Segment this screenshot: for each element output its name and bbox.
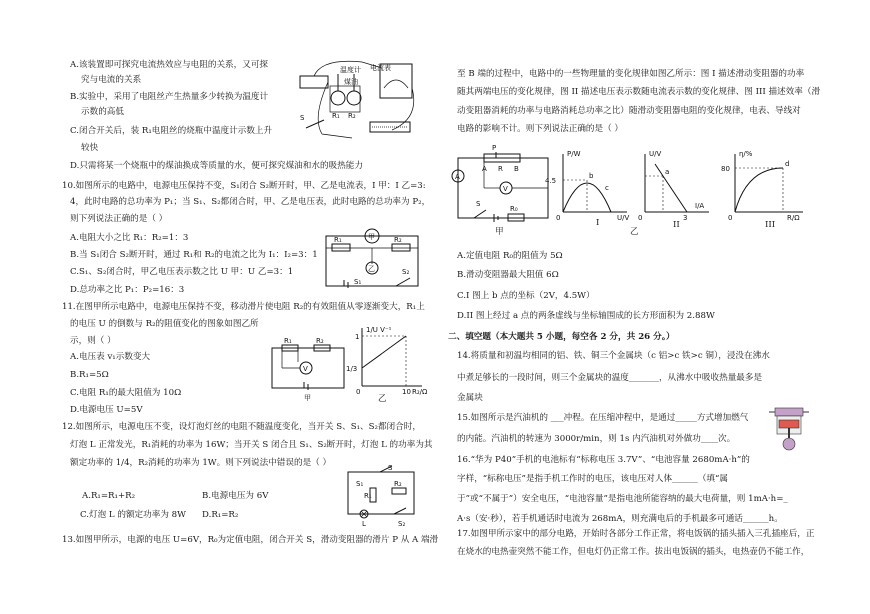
battery-box bbox=[300, 76, 328, 88]
graph1-point-c: c bbox=[605, 184, 609, 192]
graph-line bbox=[362, 336, 406, 368]
graph1-x-label: U/V bbox=[617, 214, 630, 222]
graph2-y-label: U/V bbox=[649, 150, 662, 158]
q11-stem-line1: 11.在图甲所示电路中，电源电压保持不变，移动滑片使电阻 R₂的有效阻值从零逐渐变大，R₁上 bbox=[62, 302, 425, 312]
rheostat-r-label: R bbox=[498, 165, 503, 173]
q9-option-c-line1: C.闭合开关后，装 R₁电阻丝的烧瓶中温度计示数上升 bbox=[70, 126, 273, 136]
r2-label: R₂ bbox=[394, 236, 402, 244]
section-fill-in-heading: 二、填空题（本大题共 5 小题，每空各 2 分，共 26 分。） bbox=[448, 332, 675, 342]
q12-option-a: A.R₁=R₁+R₂ bbox=[82, 491, 136, 501]
graph1-point-b: b bbox=[589, 172, 594, 180]
x-axis-label: R₂/Ω bbox=[412, 388, 428, 396]
q9-option-c-line2: 较快 bbox=[81, 143, 99, 153]
right-column bbox=[435, 0, 870, 614]
q13-cont-line1: 至 B 端的过程中，电路中的一些物理量的变化规律如图乙所示：图 I 描述滑动变阻器的功率 bbox=[457, 69, 805, 79]
x-tick-0: 0 bbox=[356, 388, 361, 396]
resistor-r2 bbox=[392, 488, 406, 494]
voltage-current-line bbox=[655, 164, 687, 212]
q16-line1: 16.“华为 P40”手机的电池标有“标称电压 3.7V”、“电池容量 2680mA·h”的 bbox=[457, 455, 750, 465]
q17-line2: 在烧水的电热壶突然不能工作，但电灯仍正常工作。拔出电饭锅的插头，电热壶仍不能工作， bbox=[457, 547, 810, 557]
cylinder-head bbox=[775, 408, 803, 416]
s1-label: S₁ bbox=[356, 480, 364, 488]
q13-graph-3 bbox=[721, 150, 809, 222]
q10-option-d: D.总功率之比 P₁：P₂=16：3 bbox=[70, 285, 185, 295]
q10-option-b: B.当 S₁闭合 S₂断开时，通过 R₁和 R₂的电流之比为 I₁：I₂=3：1 bbox=[70, 250, 318, 260]
voltmeter-label: V bbox=[503, 185, 508, 193]
q16-line3: 于”或“不属于”）安全电压，“电池容量”是指电池所能容纳的最大电荷量，则 1mA·h=_ bbox=[457, 494, 788, 504]
y-tick-third: 1/3 bbox=[346, 365, 358, 373]
flask-2 bbox=[347, 91, 361, 105]
s2-label: S₂ bbox=[402, 268, 410, 276]
end-b-label: B bbox=[514, 165, 519, 173]
q16-line4: A·s（安·秒），若手机通话时电流为 268mA，则充满电后的手机最多可通话______h。 bbox=[457, 514, 783, 524]
efficiency-curve bbox=[735, 168, 783, 212]
s-label: S bbox=[388, 464, 393, 472]
q10-stem-line3: 则下列说法正确的是（ ） bbox=[70, 214, 168, 224]
q15-line2: 的内能。汽油机的转速为 3000r/min，则 1s 内汽油机对外做功____次。 bbox=[457, 434, 736, 444]
q10-stem-line2: 4，此时电路的总功率为 P₁；当 S₁、S₂都闭合时，甲、乙是电压表，此时电路的总功率为 P₂， bbox=[70, 197, 431, 207]
q11-stem-line3: 示，则（ ） bbox=[70, 336, 116, 346]
r1-label: R₁ bbox=[284, 337, 292, 345]
flask-1 bbox=[331, 91, 345, 105]
meter-yi-label: 乙 bbox=[368, 265, 375, 273]
thermometer-label: 温度计 bbox=[340, 66, 361, 74]
resistor-r1 bbox=[332, 244, 350, 251]
graph1-peak-value: 4.5 bbox=[545, 177, 557, 185]
graph1-origin: 0 bbox=[556, 214, 561, 222]
r2-label: R₂ bbox=[394, 480, 402, 488]
piston bbox=[779, 420, 799, 428]
q9-option-b-line2: 示数的高低 bbox=[81, 107, 124, 117]
voltmeter-label: V bbox=[303, 365, 308, 373]
q13-option-c: C.I 图上 b 点的坐标（2V，4.5W） bbox=[457, 291, 595, 301]
q12-stem-line1: 12.如图所示，电源电压不变，设灯泡灯丝的电阻不随温度变化，当开关 S、S₁、S₂都闭合时， bbox=[62, 422, 421, 432]
oil-label: 煤油 bbox=[344, 78, 358, 86]
r1-label: R₁ bbox=[364, 492, 372, 500]
q13-cont-line4: 电路的影响不计。则下列说法正确的是（ ） bbox=[457, 124, 624, 134]
graph3-x-label: R/Ω bbox=[787, 214, 800, 222]
l-label: L bbox=[362, 520, 366, 528]
end-a-label: A bbox=[482, 165, 487, 173]
q9-apparatus-figure bbox=[292, 58, 422, 148]
graph3-y-label: η/% bbox=[739, 150, 753, 158]
q14-line1: 14.将质量和初温均相同的铝、铁、铜三个金属块（c 铝>c 铁>c 铜），浸没在沸水 bbox=[457, 351, 770, 361]
q11-option-d: D.电源电压 U=5V bbox=[70, 405, 143, 415]
q14-line3: 金属块 bbox=[457, 393, 483, 403]
r2-label: R₂ bbox=[316, 337, 324, 345]
q13-graph-1 bbox=[545, 150, 633, 222]
r1-label: R₁ bbox=[334, 236, 342, 244]
q10-option-a: A.电阻大小之比 R₁：R₂=1：3 bbox=[70, 233, 189, 243]
slider-p-label: P bbox=[492, 144, 497, 152]
r0-label: R₀ bbox=[510, 205, 518, 213]
graph3-origin: 0 bbox=[728, 214, 733, 222]
q13-cont-line3: 动变阻器消耗的功率与电路消耗总功率之比）随滑动变阻器电阻的变化规律，电表、导线对 bbox=[457, 106, 801, 116]
graph3-point-d: d bbox=[785, 160, 790, 168]
q10-stem-line1: 10.如图所示的电路中，电源电压保持不变，S₁闭合 S₂断开时，甲、乙是电流表，I 甲：I 乙=3: bbox=[62, 181, 426, 191]
q11-circuit-figure bbox=[268, 337, 350, 402]
s1-label: S₁ bbox=[354, 278, 362, 286]
q13-fig-yi-label: 乙 bbox=[630, 227, 639, 237]
switch-s2 bbox=[394, 508, 406, 514]
graph1-y-label: P/W bbox=[567, 150, 581, 158]
q12-option-c: C.灯泡 L 的额定功率为 8W bbox=[80, 510, 186, 520]
y-axis-label: 1/U V⁻¹ bbox=[366, 326, 392, 334]
q9-option-b-line1: B.实验中，采用了电阻丝产生热量多少转换为温度计 bbox=[70, 92, 269, 102]
graph2-point-a: a bbox=[665, 168, 670, 176]
q9-option-a-line2: 究与电流的关系 bbox=[81, 75, 142, 85]
q13-option-b: B.滑动变阻器最大阻值 6Ω bbox=[457, 270, 559, 280]
q17-line1: 17.如图甲所示家中的部分电路，开始时各部分工作正常，将电饭锅的插头插入三孔插座后，正 bbox=[457, 529, 815, 539]
q13-graph-2 bbox=[635, 150, 715, 222]
switch-s bbox=[474, 210, 486, 218]
r2-label: R₂ bbox=[348, 112, 356, 120]
q10-circuit-figure bbox=[318, 224, 428, 294]
r1-label: R₁ bbox=[332, 112, 340, 120]
q13-fig-jia-label: 甲 bbox=[495, 227, 504, 237]
q13-circuit-figure bbox=[450, 140, 560, 224]
q12-stem-line2: 灯泡 L 正常发光，R₁消耗的功率为 16W；当开关 S 闭合且 S₁、S₂断开时，灯泡 L 的功率为其 bbox=[70, 440, 433, 450]
fig-jia-label: 甲 bbox=[304, 394, 311, 402]
graph2-origin: 0 bbox=[638, 214, 643, 222]
q11-option-c: C.电阻 R₁的最大阻值为 10Ω bbox=[70, 388, 182, 398]
q12-option-b: B.电源电压为 6V bbox=[202, 491, 269, 501]
q9-option-d: D.只需将某一个烧瓶中的煤油换成等质量的水，便可探究煤油和水的吸热能力 bbox=[70, 161, 363, 171]
q14-line2: 中煮足够长的一段时间，则三个金属块的温度_______，从沸水中吸收热量最多是 bbox=[457, 373, 763, 383]
q16-line2: 字样，“标称电压”是指手机工作时的电压，该电压对人体______（填“属 bbox=[457, 474, 728, 484]
switch-label: S bbox=[476, 200, 481, 208]
q15-line1: 15.如图所示是汽油机的 ___冲程。在压缩冲程中，是通过_____方式增加燃气 bbox=[457, 413, 749, 423]
switch bbox=[306, 120, 324, 128]
meter-jia-label: 甲 bbox=[368, 233, 375, 241]
graph2-numeral: II bbox=[673, 220, 680, 230]
ammeter-label: 电流表 bbox=[370, 64, 391, 72]
q11-fig-yi-label: 乙 bbox=[378, 394, 387, 404]
resistor-r2 bbox=[392, 244, 410, 251]
x-tick-10: 10 bbox=[402, 388, 411, 396]
q13-option-a: A.定值电阻 R₀的阻值为 5Ω bbox=[457, 251, 563, 261]
ammeter-label: A bbox=[455, 173, 460, 181]
switch-label: S bbox=[300, 114, 305, 122]
graph1-numeral: I bbox=[596, 218, 600, 228]
q12-option-d: D.R₁=R₂ bbox=[202, 510, 239, 520]
graph2-x-label: I/A bbox=[695, 202, 705, 210]
q12-stem-line3: 额定功率的 1/4，R₂消耗的功率为 1W。则下列说法中错误的是（ ） bbox=[70, 458, 332, 468]
s2-label: S₂ bbox=[398, 520, 406, 528]
q12-circuit-figure bbox=[344, 464, 424, 528]
graph3-numeral: III bbox=[765, 220, 776, 230]
q9-option-a-line1: A.该装置即可探究电流热效应与电阻的关系，又可探 bbox=[70, 60, 269, 70]
q13-option-d: D.II 图上经过 a 点的两条虚线与坐标轴围成的长方形面积为 2.88W bbox=[457, 311, 715, 321]
q11-option-b: B.R₁=5Ω bbox=[70, 370, 109, 380]
crankshaft bbox=[783, 438, 795, 450]
y-tick-1: 1 bbox=[355, 333, 360, 341]
q13-stem-line1: 13.如图甲所示，电源的电压 U=6V，R₀为定值电阻，闭合开关 S，滑动变阻器的滑片 P 从 A 端滑 bbox=[62, 535, 439, 545]
q11-option-a: A.电压表 v₁示数变大 bbox=[70, 352, 151, 362]
q13-cont-line2: 随其两端电压的变化规律，图 II 描述电压表示数随电流表示数的变化规律、图 III 描述效率（滑 bbox=[457, 87, 821, 97]
graph3-y-tick: 80 bbox=[721, 165, 730, 173]
q15-engine-figure bbox=[765, 404, 813, 452]
q10-option-c: C.S₁、S₂闭合时，甲乙电压表示数之比 U 甲：U 乙=3：1 bbox=[70, 267, 294, 277]
graph2-x-tick: 3 bbox=[683, 214, 688, 222]
q11-stem-line2: 的电压 U 的倒数与 R₂的阻值变化的图象如图乙所 bbox=[70, 319, 259, 329]
q11-graph bbox=[346, 324, 428, 396]
